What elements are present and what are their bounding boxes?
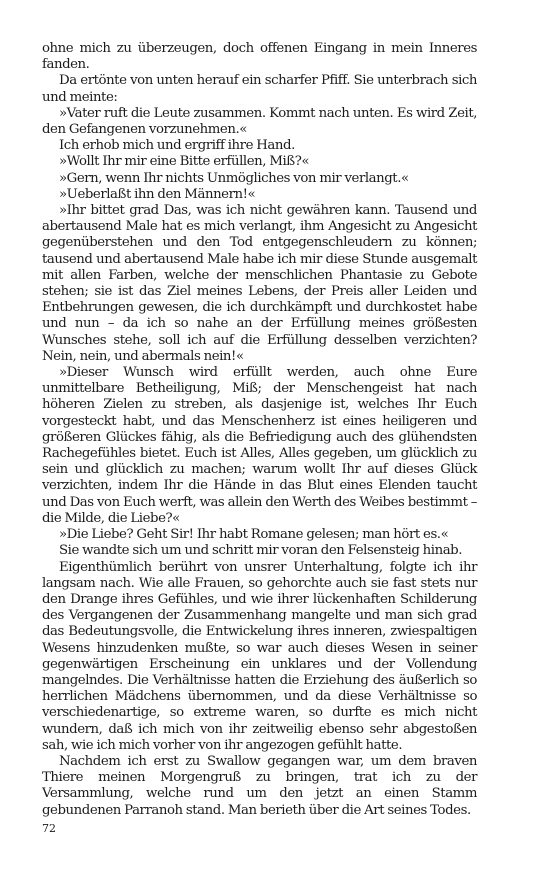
paragraph: Eigenthümlich berührt von unsrer Unterhaltung, folgte ich ihr langsam nach. Wie alle Frauen, so gehorchte auch sie fast stets nur den Drange ihres Gefühles, und wie ihrer lückenhaften Schilderung des Vergangenen der Zusammenhang mangelte und man sich grad das Bedeutungsvolle, die Entwickelung ihres inneren, zwiespaltigen Wesens hinzudenken mußte, so war auch dieses Wesen in seiner gegenwärtigen Erscheinung ein unklares und der Vollendung mangelndes. Die Verhältnisse hatten die Erziehung des äußerlich so herrlichen Mädchens übernommen, und da diese Verhältnisse so verschiedenartige, so extreme waren, so durfte es mich nicht wundern, daß ich mich von ihr zeitweilig ebenso sehr abgestoßen sah, wie ich mich vorher von ihr angezogen gefühlt hatte. <box>42 559 477 753</box>
paragraph: »Vater ruft die Leute zusammen. Kommt nach unten. Es wird Zeit, den Gefangenen vorzunehmen.« <box>42 105 477 138</box>
paragraph: Ich erhob mich und ergriff ihre Hand. <box>59 138 295 154</box>
paragraph: »Gern, wenn Ihr nichts Unmögliches von mir verlangt.« <box>59 170 409 186</box>
book-page-body <box>42 41 477 819</box>
paragraph: »Die Liebe? Geht Sir! Ihr habt Romane gelesen; man hört es.« <box>59 527 449 543</box>
paragraph: Da ertönte von unten herauf ein scharfer Pfiff. Sie unterbrach sich und meinte: <box>42 73 477 105</box>
paragraph: Nachdem ich erst zu Swallow gegangen war, um dem braven Thiere meinen Morgengruß zu bringen, trat ich zu der Versammlung, welche rund um den jetzt an einen Stamm gebundenen Parranoh stand. Man berieth über die Art seines Todes. <box>42 753 477 818</box>
paragraph-continuation: ohne mich zu überzeugen, doch offenen Eingang in mein Inneres fanden. <box>42 41 477 73</box>
page-number: 72 <box>42 822 56 835</box>
paragraph: »Ueberlaßt ihn den Männern!« <box>59 186 256 202</box>
paragraph: »Ihr bittet grad Das, was ich nicht gewähren kann. Tausend und abertausend Male hat es mich verlangt, ihm Angesicht zu Angesicht gegenüberstehen und den Tod entgegenschleudern zu können; tausend und abertausend Male habe ich mir diese Stunde ausgemalt mit allen Farben, welche der menschlichen Phantasie zu Gebote stehen; sie ist das Ziel meines Lebens, der Preis aller Leiden und Entbehrungen gewesen, die ich durchkämpft und durchkostet habe und nun – da ich so nahe an der Erfüllung meines größesten Wunsches stehe, soll ich auf die Erfüllung desselben verzichten? Nein, nein, und abermals nein!« <box>42 203 477 364</box>
paragraph: »Dieser Wunsch wird erfüllt werden, auch ohne Eure unmittelbare Betheiligung, Miß; der Menschengeist hat nach höheren Zielen zu streben, als dasjenige ist, welches Ihr Euch vorgesteckt habt, und das Menschenherz ist eines heiligeren und größeren Glückes fähig, als die Befriedigung auch des glühendsten Rachegefühles bietet. Euch ist Alles, Alles gegeben, um glücklich zu sein und glücklich zu machen; warum wollt Ihr auf dieses Glück verzichten, indem Ihr die Hände in das Blut eines Elenden taucht und Das von Euch werft, was allein den Werth des Weibes bestimmt – die Milde, die Liebe?« <box>42 365 477 526</box>
paragraph: Sie wandte sich um und schritt mir voran den Felsensteig hinab. <box>59 543 463 559</box>
paragraph: »Wollt Ihr mir eine Bitte erfüllen, Miß?« <box>59 154 310 170</box>
